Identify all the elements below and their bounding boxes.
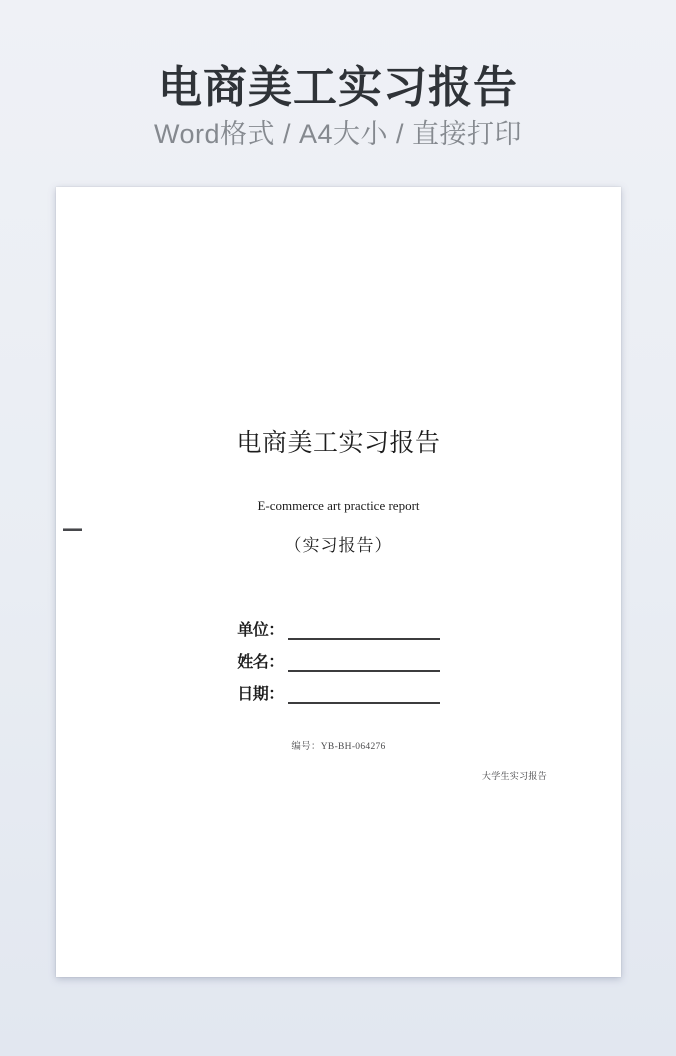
- margin-dash-mark: [63, 528, 82, 531]
- blank-line-date: [288, 688, 440, 704]
- field-label-name: 姓名：: [237, 653, 284, 671]
- document-subtitle-english: E-commerce art practice report: [257, 498, 420, 513]
- serial-number: 编号：YB-BH-064276: [291, 742, 386, 752]
- page-subtitle: Word格式 / A4大小 / 直接打印: [153, 118, 523, 149]
- header-banner: [0, 0, 676, 150]
- field-row-unit: [237, 620, 440, 640]
- field-row-name: [237, 652, 440, 672]
- page-title: 电商美工实习报告: [158, 63, 518, 112]
- document-preview: [56, 187, 621, 977]
- document-title: 电商美工实习报告: [236, 430, 441, 457]
- field-label-date: 日期：: [237, 685, 284, 703]
- footer-note: 大学生实习报告: [481, 771, 547, 781]
- blank-line-name: [288, 656, 440, 672]
- blank-line-unit: [288, 624, 440, 640]
- cover-fields: [56, 620, 621, 716]
- field-label-unit: 单位：: [237, 621, 284, 639]
- field-row-date: [237, 684, 440, 704]
- document-subtitle-chinese: （实习报告）: [284, 536, 393, 555]
